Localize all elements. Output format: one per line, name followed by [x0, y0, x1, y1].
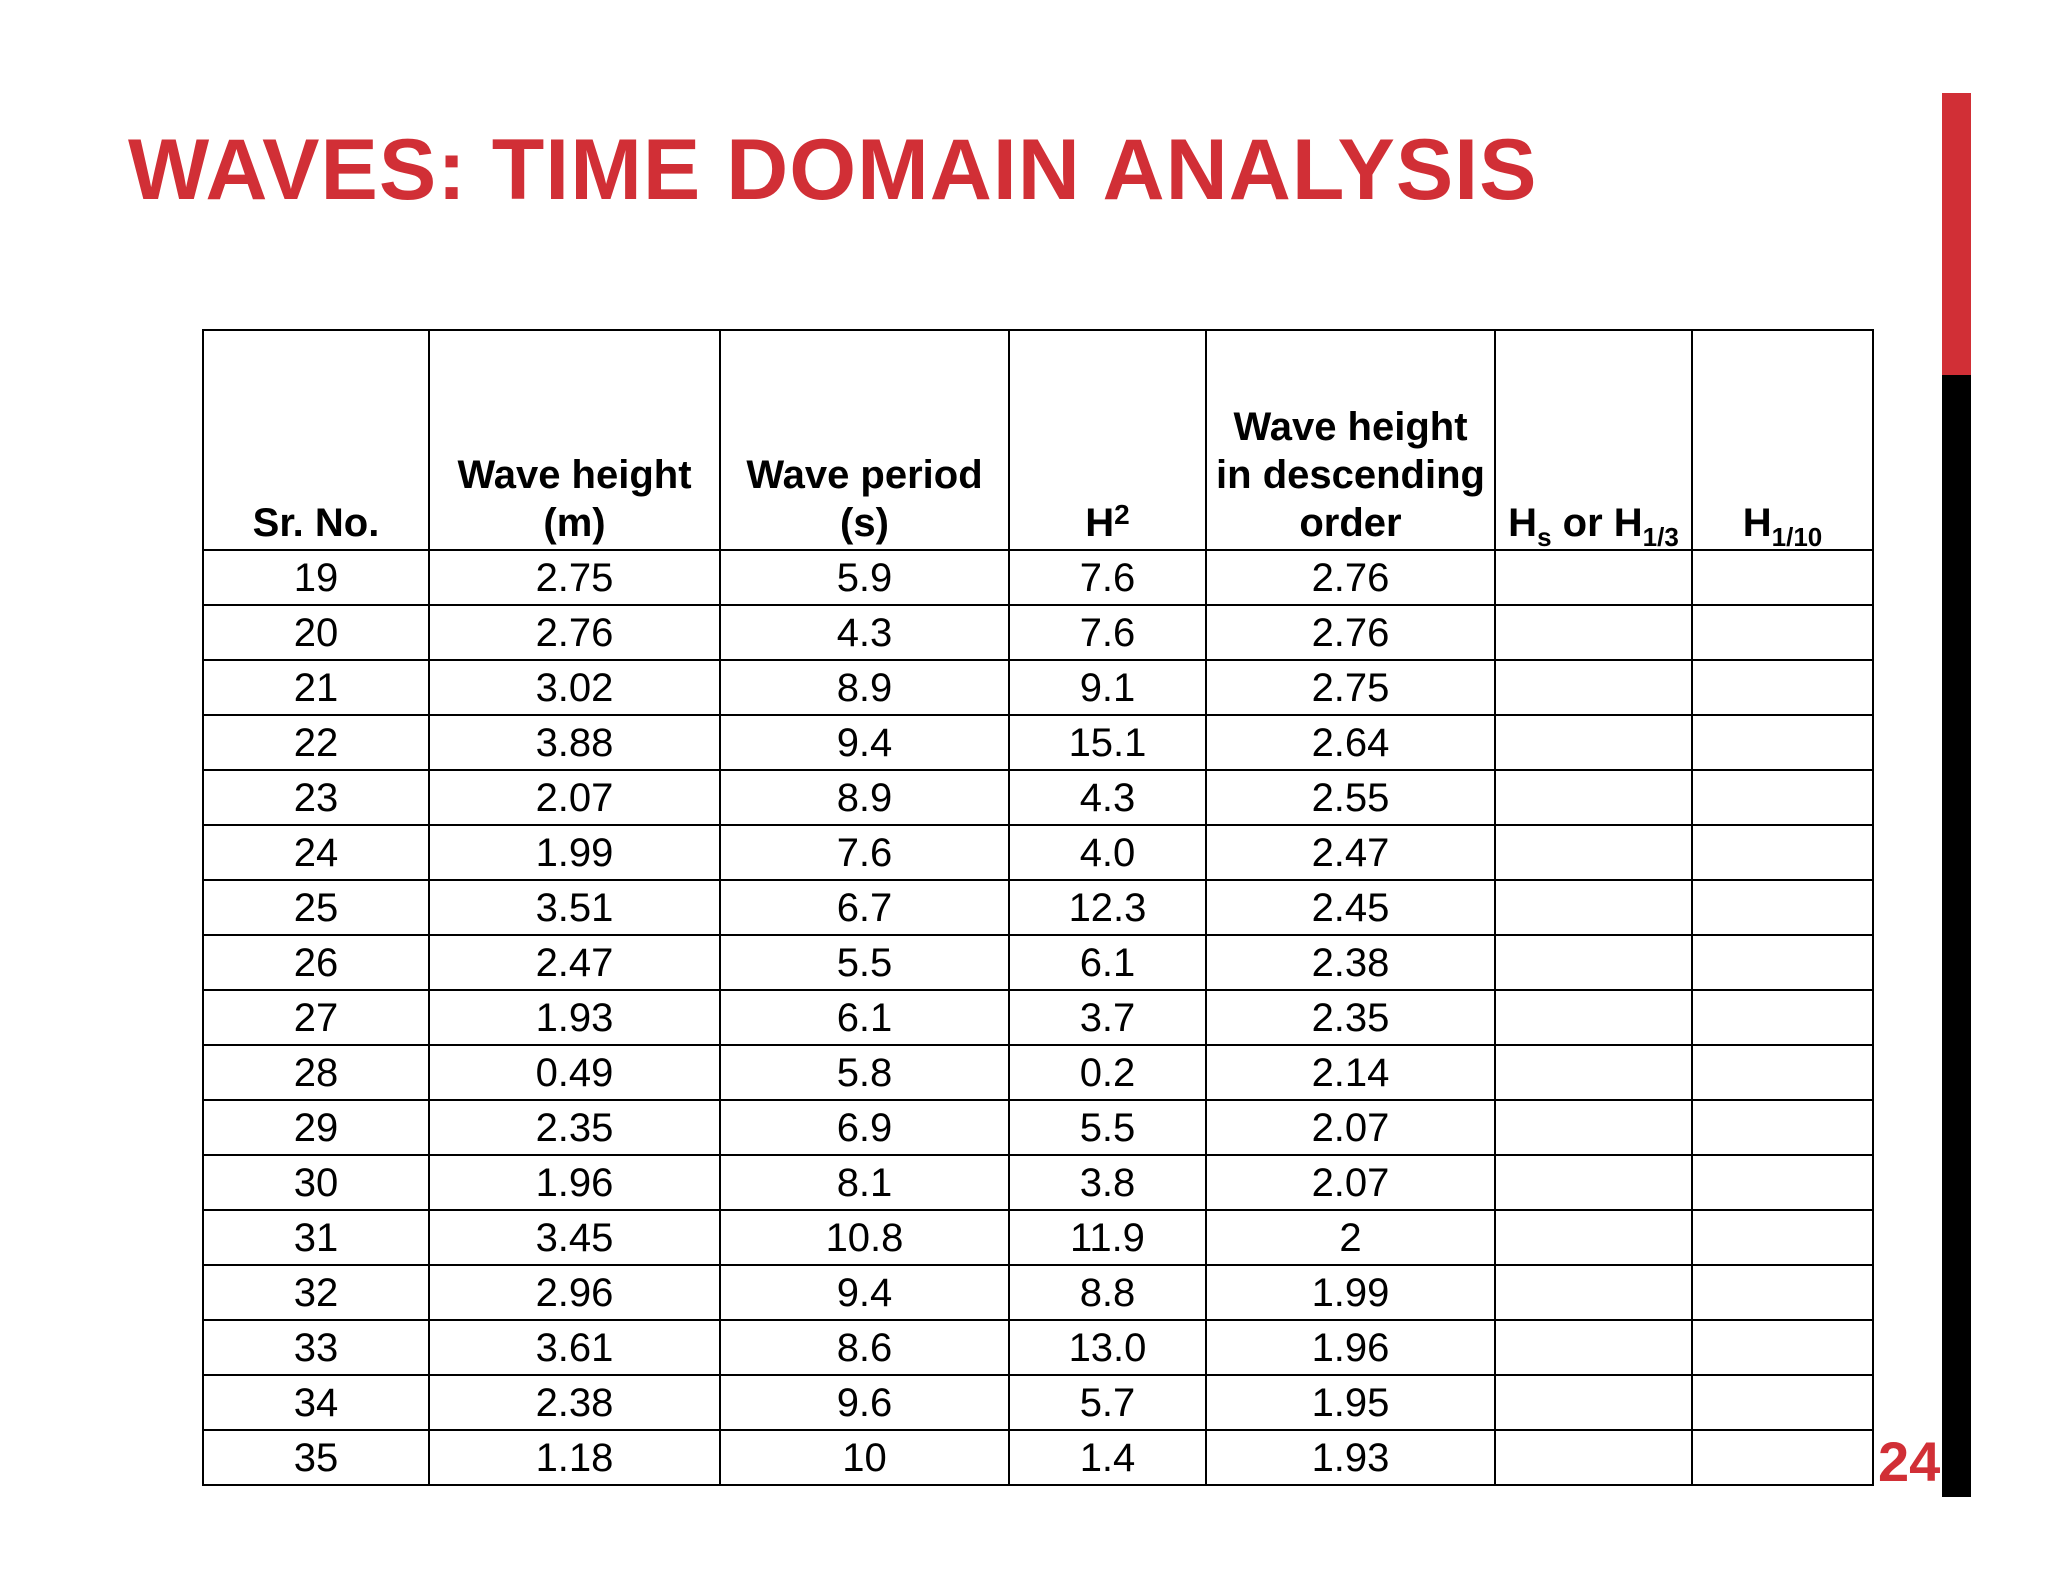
table-row: [203, 1100, 1873, 1155]
cell-descending: 2.47: [1206, 825, 1495, 880]
cell-wave-period: 7.6: [720, 825, 1009, 880]
cell-hs: [1495, 1265, 1692, 1320]
cell-wave-height: 3.02: [429, 660, 720, 715]
cell-h110: [1692, 1430, 1873, 1485]
cell-descending: 2.38: [1206, 935, 1495, 990]
header-hs-base: H: [1508, 501, 1538, 545]
cell-wave-height: 2.96: [429, 1265, 720, 1320]
cell-h-squared: 6.1: [1009, 935, 1206, 990]
cell-descending: 1.95: [1206, 1375, 1495, 1430]
cell-sr-no: 30: [203, 1155, 429, 1210]
cell-wave-period: 8.6: [720, 1320, 1009, 1375]
cell-descending: 1.99: [1206, 1265, 1495, 1320]
header-descending-line1: Wave height: [1233, 405, 1468, 449]
table-row: [203, 990, 1873, 1045]
cell-wave-height: 2.35: [429, 1100, 720, 1155]
cell-wave-period: 5.8: [720, 1045, 1009, 1100]
table-row: [203, 1045, 1873, 1100]
header-h110-base: H: [1742, 501, 1772, 545]
header-hs-subscript: s: [1537, 522, 1552, 552]
cell-h110: [1692, 1045, 1873, 1100]
cell-h-squared: 8.8: [1009, 1265, 1206, 1320]
cell-h110: [1692, 880, 1873, 935]
cell-wave-period: 6.1: [720, 990, 1009, 1045]
cell-h110: [1692, 990, 1873, 1045]
cell-wave-period: 8.1: [720, 1155, 1009, 1210]
cell-wave-height: 1.18: [429, 1430, 720, 1485]
header-hs: [1495, 330, 1692, 550]
cell-hs: [1495, 1100, 1692, 1155]
cell-h-squared: 4.3: [1009, 770, 1206, 825]
table-body: [203, 550, 1873, 1485]
cell-h110: [1692, 605, 1873, 660]
cell-h-squared: 9.1: [1009, 660, 1206, 715]
cell-descending: 2.07: [1206, 1155, 1495, 1210]
cell-sr-no: 24: [203, 825, 429, 880]
header-h-squared-exponent: 2: [1114, 499, 1130, 530]
cell-h110: [1692, 935, 1873, 990]
cell-descending: 2.75: [1206, 660, 1495, 715]
cell-wave-period: 10.8: [720, 1210, 1009, 1265]
cell-h-squared: 12.3: [1009, 880, 1206, 935]
cell-sr-no: 20: [203, 605, 429, 660]
header-wave-period: [720, 330, 1009, 550]
cell-wave-height: 2.75: [429, 550, 720, 605]
slide-title: WAVES: TIME DOMAIN ANALYSIS: [128, 122, 1538, 218]
cell-hs: [1495, 1430, 1692, 1485]
cell-h110: [1692, 1265, 1873, 1320]
cell-h110: [1692, 660, 1873, 715]
cell-hs: [1495, 605, 1692, 660]
cell-descending: 1.93: [1206, 1430, 1495, 1485]
cell-h-squared: 11.9: [1009, 1210, 1206, 1265]
table-row: [203, 605, 1873, 660]
header-h-squared-base: H: [1085, 501, 1115, 545]
cell-wave-height: 3.88: [429, 715, 720, 770]
header-h110-subscript: 1/10: [1771, 522, 1823, 552]
cell-descending: 1.96: [1206, 1320, 1495, 1375]
page-number: 24: [1878, 1430, 1941, 1493]
cell-sr-no: 34: [203, 1375, 429, 1430]
table-row: [203, 1210, 1873, 1265]
cell-h110: [1692, 1155, 1873, 1210]
header-sr-no: [203, 330, 429, 550]
cell-h-squared: 5.7: [1009, 1375, 1206, 1430]
header-wave-height: [429, 330, 720, 550]
cell-h110: [1692, 825, 1873, 880]
header-h110: [1692, 330, 1873, 550]
cell-sr-no: 23: [203, 770, 429, 825]
header-h-squared: [1009, 330, 1206, 550]
cell-hs: [1495, 1375, 1692, 1430]
cell-wave-height: 3.61: [429, 1320, 720, 1375]
cell-sr-no: 22: [203, 715, 429, 770]
header-wave-period-line2: (s): [840, 501, 889, 545]
cell-hs: [1495, 1045, 1692, 1100]
cell-wave-period: 5.9: [720, 550, 1009, 605]
cell-descending: 2.76: [1206, 605, 1495, 660]
header-sr-no-label: Sr. No.: [252, 501, 380, 545]
cell-descending: 2.35: [1206, 990, 1495, 1045]
cell-h-squared: 0.2: [1009, 1045, 1206, 1100]
cell-hs: [1495, 1320, 1692, 1375]
cell-wave-height: 3.45: [429, 1210, 720, 1265]
cell-sr-no: 21: [203, 660, 429, 715]
cell-h110: [1692, 715, 1873, 770]
table-row: [203, 770, 1873, 825]
cell-hs: [1495, 880, 1692, 935]
cell-h110: [1692, 1320, 1873, 1375]
cell-sr-no: 35: [203, 1430, 429, 1485]
cell-wave-period: 6.7: [720, 880, 1009, 935]
cell-wave-period: 5.5: [720, 935, 1009, 990]
cell-wave-period: 8.9: [720, 660, 1009, 715]
cell-h-squared: 15.1: [1009, 715, 1206, 770]
cell-wave-height: 1.93: [429, 990, 720, 1045]
cell-descending: 2.45: [1206, 880, 1495, 935]
cell-wave-period: 10: [720, 1430, 1009, 1485]
table-row: [203, 880, 1873, 935]
cell-descending: 2.55: [1206, 770, 1495, 825]
cell-descending: 2.14: [1206, 1045, 1495, 1100]
cell-wave-period: 9.4: [720, 1265, 1009, 1320]
table-row: [203, 1430, 1873, 1485]
cell-h110: [1692, 1375, 1873, 1430]
cell-h-squared: 5.5: [1009, 1100, 1206, 1155]
cell-sr-no: 27: [203, 990, 429, 1045]
cell-wave-period: 8.9: [720, 770, 1009, 825]
cell-h-squared: 3.8: [1009, 1155, 1206, 1210]
header-descending-line2: in descending: [1216, 453, 1485, 497]
cell-hs: [1495, 770, 1692, 825]
cell-wave-height: 0.49: [429, 1045, 720, 1100]
cell-sr-no: 29: [203, 1100, 429, 1155]
cell-hs: [1495, 715, 1692, 770]
cell-hs: [1495, 825, 1692, 880]
header-wave-period-line1: Wave period: [746, 453, 983, 497]
cell-hs: [1495, 1210, 1692, 1265]
cell-h110: [1692, 550, 1873, 605]
cell-sr-no: 32: [203, 1265, 429, 1320]
cell-wave-height: 3.51: [429, 880, 720, 935]
table-row: [203, 660, 1873, 715]
cell-h-squared: 4.0: [1009, 825, 1206, 880]
cell-h110: [1692, 770, 1873, 825]
cell-wave-height: 2.76: [429, 605, 720, 660]
cell-sr-no: 28: [203, 1045, 429, 1100]
table-row: [203, 1265, 1873, 1320]
cell-h110: [1692, 1210, 1873, 1265]
cell-h-squared: 13.0: [1009, 1320, 1206, 1375]
cell-hs: [1495, 935, 1692, 990]
cell-descending: 2.76: [1206, 550, 1495, 605]
cell-wave-period: 9.4: [720, 715, 1009, 770]
cell-wave-height: 1.96: [429, 1155, 720, 1210]
cell-h-squared: 3.7: [1009, 990, 1206, 1045]
cell-descending: 2.64: [1206, 715, 1495, 770]
cell-descending: 2: [1206, 1210, 1495, 1265]
cell-hs: [1495, 1155, 1692, 1210]
cell-h-squared: 7.6: [1009, 605, 1206, 660]
cell-wave-height: 2.38: [429, 1375, 720, 1430]
cell-wave-height: 1.99: [429, 825, 720, 880]
header-wave-height-line2: (m): [543, 501, 606, 545]
cell-wave-period: 6.9: [720, 1100, 1009, 1155]
cell-sr-no: 25: [203, 880, 429, 935]
cell-h110: [1692, 1100, 1873, 1155]
header-descending-line3: order: [1299, 501, 1402, 545]
cell-hs: [1495, 660, 1692, 715]
cell-hs: [1495, 990, 1692, 1045]
cell-h-squared: 1.4: [1009, 1430, 1206, 1485]
table-row: [203, 1320, 1873, 1375]
cell-descending: 2.07: [1206, 1100, 1495, 1155]
table-row: [203, 550, 1873, 605]
cell-sr-no: 19: [203, 550, 429, 605]
cell-wave-period: 9.6: [720, 1375, 1009, 1430]
cell-hs: [1495, 550, 1692, 605]
table-row: [203, 1375, 1873, 1430]
side-decoration-bar: [1942, 93, 1971, 1497]
header-hs-or: or H: [1551, 501, 1643, 545]
header-h13-subscript: 1/3: [1642, 522, 1679, 552]
table-row: [203, 825, 1873, 880]
table-row: [203, 935, 1873, 990]
cell-sr-no: 33: [203, 1320, 429, 1375]
header-wave-height-line1: Wave height: [457, 453, 692, 497]
cell-h-squared: 7.6: [1009, 550, 1206, 605]
cell-sr-no: 26: [203, 935, 429, 990]
wave-data-table: [202, 329, 1874, 1486]
table-row: [203, 1155, 1873, 1210]
cell-sr-no: 31: [203, 1210, 429, 1265]
table-header-row: [203, 330, 1873, 550]
cell-wave-height: 2.07: [429, 770, 720, 825]
cell-wave-height: 2.47: [429, 935, 720, 990]
header-descending-order: [1206, 330, 1495, 550]
side-bar-accent: [1942, 93, 1971, 375]
cell-wave-period: 4.3: [720, 605, 1009, 660]
table-row: [203, 715, 1873, 770]
